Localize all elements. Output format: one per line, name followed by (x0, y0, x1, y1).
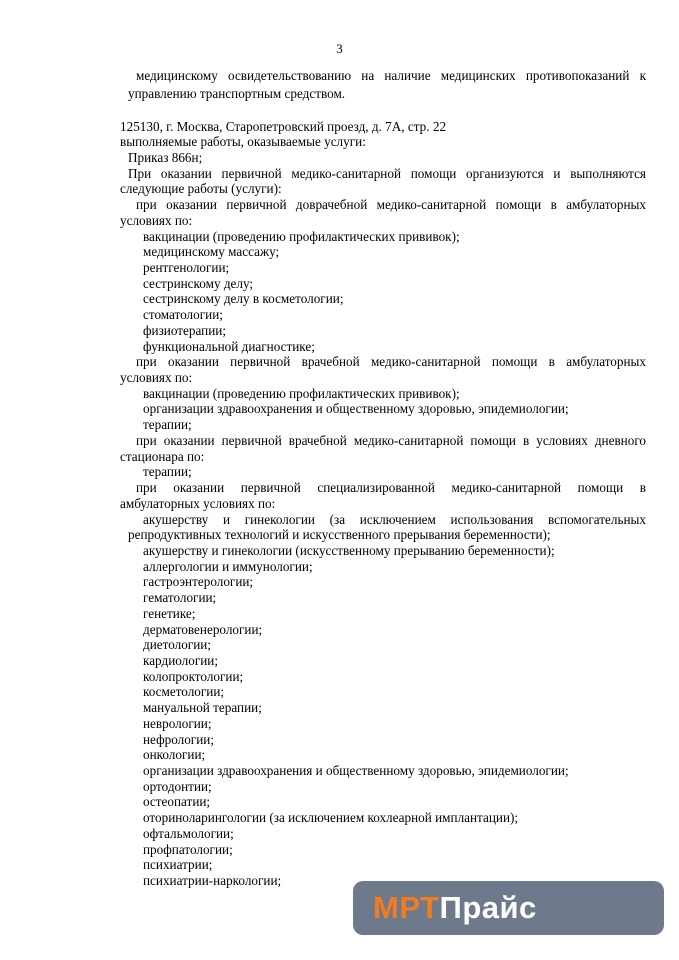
list-item: функциональной диагностике; (143, 339, 315, 354)
list-item: гастроэнтерологии; (143, 574, 254, 589)
list-item: организации здравоохранения и общественному здоровью, эпидемиологии; (143, 763, 569, 778)
watermark-logo (353, 881, 664, 935)
list-item: генетике; (143, 606, 196, 621)
text-line: Приказ 866н; (128, 150, 203, 165)
list-item: онкологии; (143, 747, 206, 762)
watermark-logo-part1: МРТ (373, 890, 440, 925)
text-line: стационара по: (120, 449, 205, 464)
text-line: медицинскому освидетельствованию на наличие медицинских противопоказаний к (136, 68, 646, 83)
list-item: профпатологии; (143, 842, 233, 857)
list-item: неврологии; (143, 716, 212, 731)
list-item: гематологии; (143, 590, 217, 605)
watermark-logo-part2: Прайс (439, 890, 537, 925)
text-line: выполняемые работы, оказываемые услуги: (120, 134, 366, 149)
list-item: аллергологии и иммунологии; (143, 559, 313, 574)
list-item: нефрологии; (143, 732, 214, 747)
list-item: диетологии; (143, 637, 211, 652)
list-item: стоматологии; (143, 307, 223, 322)
list-item: репродуктивных технологий и искусственного прерывания беременности); (128, 527, 551, 542)
list-item: психиатрии-наркологии; (143, 873, 282, 888)
list-item: вакцинации (проведению профилактических прививок); (143, 386, 460, 401)
text-line: при оказании первичной врачебной медико-санитарной помощи в условиях дневного (136, 433, 646, 448)
list-item: дерматовенерологии; (143, 622, 263, 637)
list-item: акушерству и гинекологии (за исключением использования вспомогательных (143, 512, 646, 527)
text-line: При оказании первичной медико-санитарной помощи организуются и выполняются (128, 166, 646, 181)
list-item: рентгенологии; (143, 260, 230, 275)
text-line: условиях по: (120, 213, 193, 228)
list-item: косметологии; (143, 684, 225, 699)
page-number: 3 (336, 41, 343, 56)
list-item: сестринскому делу в косметологии; (143, 291, 344, 306)
list-item: психиатрии; (143, 857, 213, 872)
list-item: организации здравоохранения и общественному здоровью, эпидемиологии; (143, 401, 569, 416)
text-line: при оказании первичной врачебной медико-санитарной помощи в амбулаторных (136, 354, 646, 369)
text-line: при оказании первичной специализированной медико-санитарной помощи в (136, 480, 646, 495)
list-item: вакцинации (проведению профилактических прививок); (143, 229, 460, 244)
list-item: ортодонтии; (143, 779, 212, 794)
address-line: 125130, г. Москва, Старопетровский проезд, д. 7А, стр. 22 (120, 119, 447, 134)
text-line: следующие работы (услуги): (120, 181, 282, 196)
list-item: офтальмологии; (143, 826, 234, 841)
text-line: при оказании первичной доврачебной медико-санитарной помощи в амбулаторных (136, 197, 646, 212)
list-item: сестринскому делу; (143, 276, 254, 291)
list-item: медицинскому массажу; (143, 244, 280, 259)
list-item: физиотерапии; (143, 323, 227, 338)
list-item: колопроктологии; (143, 669, 244, 684)
list-item: остеопатии; (143, 794, 211, 809)
list-item: оториноларингологии (за исключением кохлеарной имплантации); (143, 810, 519, 825)
list-item: акушерству и гинекологии (искусственному прерыванию беременности); (143, 543, 555, 558)
list-item: терапии; (143, 417, 192, 432)
text-line: амбулаторных условиях по: (120, 496, 276, 511)
list-item: мануальной терапии; (143, 700, 262, 715)
list-item: кардиологии; (143, 653, 219, 668)
text-line: управлению транспортным средством. (128, 86, 346, 101)
text-line: условиях по: (120, 370, 193, 385)
list-item: терапии; (143, 464, 192, 479)
